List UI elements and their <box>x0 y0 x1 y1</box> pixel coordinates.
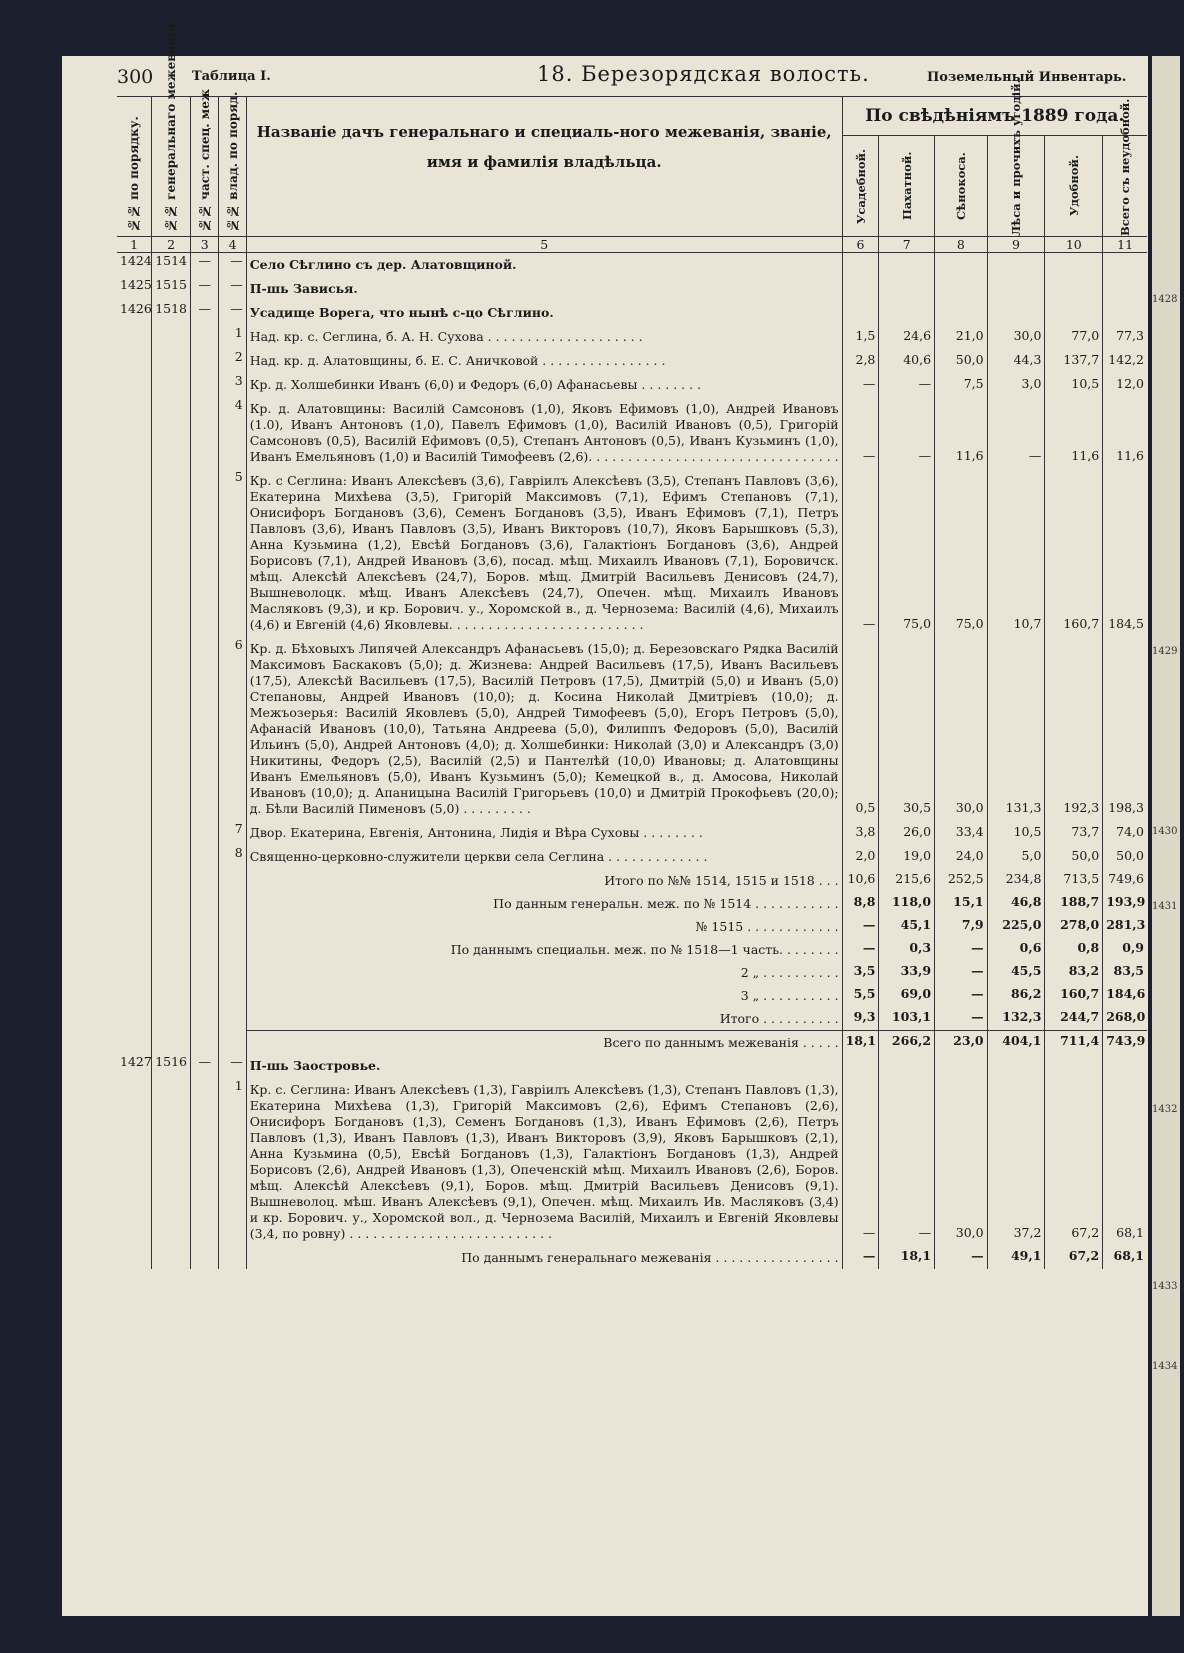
special-survey-number: — <box>191 277 219 301</box>
area-value: 77,0 <box>1045 325 1103 349</box>
margin-mark: 1428 <box>1152 294 1178 305</box>
area-value: 268,0 <box>1106 1009 1146 1024</box>
special-survey-number <box>191 821 219 845</box>
area-value: 46,8 <box>987 892 1045 915</box>
area-value: 75,0 <box>935 469 988 637</box>
row-number <box>117 397 152 469</box>
area-value: 743,9 <box>1103 1031 1147 1055</box>
owner-description: Кр. с. Сеглина: Иванъ Алексѣевъ (1,3), Гавріилъ Алексѣевъ (1,3), Степанъ Павловъ (1,3), Екатерина Михѣева (1,3), Григорій Максимовъ (2,6), Ефимъ Степановъ (2,6), Онисифоръ Богдановъ (1,3), Семенъ Богдановъ (1,3), Иванъ Ефимовъ (2,6), Петръ Павловъ (1,3), Иванъ Павловъ (1,3), Иванъ Викторовъ (3,9), Яковъ Барышковъ (2,1), Анна Кузьмина (0,5), Евсѣй Богдановъ (1,3), Галактіонъ Богдановъ (1,3), Андрей Борисовъ (2,6), Андрей Ивановъ (1,3), Опеченскій мѣщ. Михаилъ Ивановъ (2,6), Боров. мѣщ. Алексѣй Алексѣевъ (9,1), Боров. мѣщ. Дмитрій Васильевъ Денисовъ (9,1). Вышневолоц. мѣш. Иванъ Алексѣевъ (9,1), Опечен. мѣщ. Михаилъ Ив. Масляковъ (3,4) и кр. Борович. у., Хоромской вол., д. Чернозема Василій, Михаилъ и Евгеній Яковлевы (3,4, по ровну) . . . . . . . . . . . . . . . . . . . . . . . . . . <box>246 1078 842 1246</box>
special-survey-number <box>191 1078 219 1246</box>
owner-number: 5 <box>219 469 246 637</box>
owner-number <box>219 869 246 892</box>
general-survey-number <box>152 373 191 397</box>
area-value: 40,6 <box>879 349 935 373</box>
owner-number: 1 <box>219 325 246 349</box>
area-value: 404,1 <box>987 1031 1045 1055</box>
area-value: — <box>842 938 879 961</box>
special-survey-number <box>191 938 219 961</box>
table-row <box>117 1246 1147 1269</box>
general-survey-number <box>152 469 191 637</box>
area-value: 131,3 <box>987 637 1045 821</box>
margin-mark: 1433 <box>1152 1281 1178 1292</box>
area-value: 11,6 <box>1116 448 1144 463</box>
area-value <box>935 1054 988 1078</box>
row-number <box>117 1246 152 1269</box>
general-survey-number <box>152 1078 191 1246</box>
owner-number: — <box>219 253 246 278</box>
margin-mark: 1431 <box>1152 901 1178 912</box>
general-survey-number <box>152 349 191 373</box>
area-value: 30,0 <box>987 325 1045 349</box>
special-survey-number <box>191 637 219 821</box>
area-value: — <box>842 397 879 469</box>
general-survey-number: 1516 <box>152 1054 191 1078</box>
area-value: 74,0 <box>1116 824 1144 839</box>
area-value: 77,3 <box>1116 328 1144 343</box>
general-survey-number <box>152 1246 191 1269</box>
owner-description: Над. кр. с. Сеглина, б. А. Н. Сухова . . . . . . . . . . . . . . . . . . . . <box>246 325 842 349</box>
area-value <box>1045 277 1103 301</box>
table-row <box>117 961 1147 984</box>
owner-number <box>219 938 246 961</box>
area-value: — <box>935 961 988 984</box>
area-value: 86,2 <box>987 984 1045 1007</box>
owner-description: № 1515 . . . . . . . . . . . . <box>246 915 842 938</box>
owner-number: 1 <box>219 1078 246 1246</box>
row-number: 1425 <box>117 277 152 301</box>
page-header <box>117 62 1147 90</box>
general-survey-number: 1514 <box>152 253 191 278</box>
area-value: 281,3 <box>1106 917 1146 932</box>
owner-description: Над. кр. д. Алатовщины, б. Е. С. Аничковой . . . . . . . . . . . . . . . . <box>246 349 842 373</box>
special-survey-number <box>191 349 219 373</box>
area-value <box>879 277 935 301</box>
table-row <box>117 637 1147 821</box>
area-value: 50,0 <box>935 349 988 373</box>
document-page <box>62 19 1178 1616</box>
row-number <box>117 1007 152 1031</box>
area-value: 198,3 <box>1108 800 1144 815</box>
area-value <box>842 1054 879 1078</box>
area-value <box>879 253 935 278</box>
area-value: 184,6 <box>1106 986 1146 1001</box>
area-value: 10,7 <box>987 469 1045 637</box>
special-survey-number <box>191 961 219 984</box>
table-row <box>117 984 1147 1007</box>
general-survey-number <box>152 397 191 469</box>
special-survey-number <box>191 845 219 869</box>
row-number <box>117 821 152 845</box>
table-row <box>117 1054 1147 1078</box>
area-value: 11,6 <box>1045 397 1103 469</box>
owner-number: — <box>219 301 246 325</box>
area-value: 10,6 <box>842 869 879 892</box>
area-value: 30,0 <box>935 637 988 821</box>
area-value: 118,0 <box>879 892 935 915</box>
owner-description: Двор. Екатерина, Евгенія, Антонина, Лидія и Вѣра Суховы . . . . . . . . <box>246 821 842 845</box>
table-body <box>117 253 1147 1270</box>
special-survey-number <box>191 1007 219 1031</box>
area-value: 10,5 <box>1045 373 1103 397</box>
row-number <box>117 961 152 984</box>
owner-description: Итого . . . . . . . . . . <box>246 1007 842 1031</box>
area-value <box>935 301 988 325</box>
area-value: — <box>842 469 879 637</box>
owner-description: П-шь Зависья. <box>246 277 842 301</box>
area-value <box>987 277 1045 301</box>
special-survey-number: — <box>191 301 219 325</box>
table-row <box>117 253 1147 278</box>
area-value: — <box>879 373 935 397</box>
area-value: 18,1 <box>879 1246 935 1269</box>
area-value: 26,0 <box>879 821 935 845</box>
margin-mark: 1429 <box>1152 646 1178 657</box>
area-value: 192,3 <box>1045 637 1103 821</box>
area-value: — <box>935 984 988 1007</box>
table-row <box>117 1007 1147 1031</box>
owner-description: П-шь Заостровье. <box>246 1054 842 1078</box>
area-value: 18,1 <box>842 1031 879 1055</box>
area-value: 7,5 <box>935 373 988 397</box>
area-value: — <box>879 1078 935 1246</box>
area-value: 225,0 <box>987 915 1045 938</box>
row-number <box>117 1078 152 1246</box>
general-survey-number <box>152 1007 191 1031</box>
area-value: 69,0 <box>879 984 935 1007</box>
area-value: 1,5 <box>842 325 879 349</box>
area-value <box>935 253 988 278</box>
area-value <box>842 253 879 278</box>
general-survey-number <box>152 984 191 1007</box>
table-row <box>117 892 1147 915</box>
owner-number <box>219 1031 246 1055</box>
special-survey-number: — <box>191 253 219 278</box>
special-survey-number <box>191 869 219 892</box>
general-survey-number <box>152 915 191 938</box>
area-value: — <box>935 1007 988 1031</box>
area-value <box>842 301 879 325</box>
area-value: 50,0 <box>1045 845 1103 869</box>
table-label: Таблица I. <box>192 69 271 84</box>
general-survey-number <box>152 961 191 984</box>
general-survey-number <box>152 845 191 869</box>
area-value: 193,9 <box>1106 894 1146 909</box>
general-survey-number <box>152 325 191 349</box>
row-number <box>117 349 152 373</box>
area-value: 33,4 <box>935 821 988 845</box>
general-survey-number <box>152 938 191 961</box>
area-value: — <box>842 1078 879 1246</box>
area-value: 711,4 <box>1045 1031 1103 1055</box>
area-value: — <box>842 373 879 397</box>
area-value: 103,1 <box>879 1007 935 1031</box>
owner-number <box>219 984 246 1007</box>
area-value: 0,6 <box>987 938 1045 961</box>
area-value: 5,5 <box>842 984 879 1007</box>
special-survey-number <box>191 373 219 397</box>
special-survey-number <box>191 1031 219 1055</box>
special-survey-number <box>191 984 219 1007</box>
page-title: 18. Березорядская волость. <box>537 62 870 86</box>
area-value: — <box>842 915 879 938</box>
general-survey-number: 1518 <box>152 301 191 325</box>
owner-number: 7 <box>219 821 246 845</box>
area-value: 8,8 <box>842 892 879 915</box>
area-value: 137,7 <box>1045 349 1103 373</box>
area-value: 24,6 <box>879 325 935 349</box>
area-value <box>987 253 1045 278</box>
area-value: 749,6 <box>1108 871 1144 886</box>
period-header: По свѣдѣніямъ 1889 года. <box>842 97 1147 136</box>
area-value <box>1103 301 1147 325</box>
col-1-header: №№ по порядку. <box>117 97 152 237</box>
owner-description: Кр. д. Холшебинки Иванъ (6,0) и Федоръ (6,0) Афанасьевы . . . . . . . . <box>246 373 842 397</box>
general-survey-number: 1515 <box>152 277 191 301</box>
area-value: 7,9 <box>935 915 988 938</box>
general-survey-number <box>152 1031 191 1055</box>
area-value: 160,7 <box>1045 469 1103 637</box>
owner-description: Усадище Ворега, что нынѣ с-цо Сѣглино. <box>246 301 842 325</box>
owner-description: Кр. с Сеглина: Иванъ Алексѣевъ (3,6), Гавріилъ Алексѣевъ (3,5), Степанъ Павловъ (3,6), Екатерина Михѣева (3,5), Григорій Максимовъ (7,1), Ефимъ Степановъ (7,1), Онисифоръ Богдановъ (3,6), Семенъ Богдановъ (3,5), Иванъ Ефимовъ (7,1), Петръ Павловъ (3,6), Иванъ Павловъ (3,5), Иванъ Викторовъ (10,7), Яковъ Барышковъ (5,3), Анна Кузьмина (1,2), Евсѣй Богдановъ (3,6), Галактіонъ Богдановъ (3,6), Андрей Борисовъ (7,1), Андрей Ивановъ (3,6), посад. мѣщ. Михаилъ Ивановъ (7,1), Боровичск. мѣщ. Алексѣй Алексѣевъ (24,7), Боров. мѣщ. Дмитрій Васильевъ Денисовъ (24,7), Вышневолоцк. мѣщ. Иванъ Алексѣевъ (24,7), Опечен. мѣщ. Михаилъ Ивановъ Масляковъ (9,3), и кр. Борович. у., Хоромской в., д. Чернозема: Василій (4,6), Михаилъ (4,6) и Евгеній (4,6) Яковлевы. . . . . . . . . . . . . . . . . . . . . . . . . <box>246 469 842 637</box>
area-value <box>987 1054 1045 1078</box>
row-number <box>117 984 152 1007</box>
area-value: 33,9 <box>879 961 935 984</box>
owner-description: 3 „ . . . . . . . . . . <box>246 984 842 1007</box>
table-row <box>117 373 1147 397</box>
area-value: 67,2 <box>1045 1246 1103 1269</box>
table-row <box>117 821 1147 845</box>
area-value: 30,0 <box>935 1078 988 1246</box>
area-value: 0,8 <box>1045 938 1103 961</box>
area-value: 252,5 <box>935 869 988 892</box>
row-number <box>117 845 152 869</box>
area-value: 184,5 <box>1108 616 1144 631</box>
area-value: 44,3 <box>987 349 1045 373</box>
page-number: 300 <box>117 66 154 88</box>
area-value: 83,5 <box>1113 963 1144 978</box>
area-value: 12,0 <box>1116 376 1144 391</box>
owner-description: По даннымъ специальн. меж. по № 1518—1 часть. . . . . . . . <box>246 938 842 961</box>
owner-number <box>219 1007 246 1031</box>
col-6-header: Усадебной. <box>842 136 879 237</box>
area-value: — <box>935 938 988 961</box>
row-number <box>117 1031 152 1055</box>
special-survey-number: — <box>191 1054 219 1078</box>
table-row <box>117 325 1147 349</box>
owner-number <box>219 915 246 938</box>
owner-description: По даннымъ генеральнаго межеванія . . . . . . . . . . . . . . . . <box>246 1246 842 1269</box>
row-number <box>117 373 152 397</box>
owner-number: 2 <box>219 349 246 373</box>
area-value: 5,0 <box>987 845 1045 869</box>
table-row <box>117 915 1147 938</box>
owner-description: По данным генеральн. меж. по № 1514 . . . . . . . . . . . <box>246 892 842 915</box>
area-value <box>879 1054 935 1078</box>
special-survey-number <box>191 1246 219 1269</box>
row-number <box>117 469 152 637</box>
area-value: 50,0 <box>1116 848 1144 863</box>
area-value: 10,5 <box>987 821 1045 845</box>
col-4-header: №№ влад. по поряд. <box>219 97 246 237</box>
area-value: 15,1 <box>935 892 988 915</box>
owner-number <box>219 961 246 984</box>
general-survey-number <box>152 821 191 845</box>
area-value: 23,0 <box>935 1031 988 1055</box>
area-value: 67,2 <box>1045 1078 1103 1246</box>
col-2-header: №№ генеральнаго межеванія. <box>152 97 191 237</box>
area-value: 215,6 <box>879 869 935 892</box>
owner-description: Священно-церковно-служители церкви села Сеглина . . . . . . . . . . . . . <box>246 845 842 869</box>
table-row <box>117 277 1147 301</box>
special-survey-number <box>191 325 219 349</box>
area-value: 19,0 <box>879 845 935 869</box>
area-value: 132,3 <box>987 1007 1045 1031</box>
area-value: 9,3 <box>842 1007 879 1031</box>
area-value <box>842 277 879 301</box>
area-value: 0,5 <box>842 637 879 821</box>
col-3-header: №№ част. спец. меж <box>191 97 219 237</box>
area-value <box>987 301 1045 325</box>
table-row <box>117 1031 1147 1055</box>
area-value: — <box>987 397 1045 469</box>
column-numbers-row: 1 2 3 4 5 6 7 8 9 10 11 <box>117 237 1147 253</box>
area-value <box>1103 253 1147 278</box>
table-row <box>117 349 1147 373</box>
special-survey-number <box>191 469 219 637</box>
area-value: 45,5 <box>987 961 1045 984</box>
owner-description: Село Сѣглино съ дер. Алатовщиной. <box>246 253 842 278</box>
row-number <box>117 915 152 938</box>
area-value: 278,0 <box>1045 915 1103 938</box>
col-7-header: Пахатной. <box>879 136 935 237</box>
col-8-header: Сѣнокоса. <box>935 136 988 237</box>
area-value: 244,7 <box>1045 1007 1103 1031</box>
owner-description: Всего по даннымъ межеванія . . . . . <box>246 1031 842 1055</box>
owner-number <box>219 892 246 915</box>
area-value: — <box>842 1246 879 1269</box>
area-value: 83,2 <box>1045 961 1103 984</box>
area-value: 160,7 <box>1045 984 1103 1007</box>
col-9-header: Лѣса и прочихъ угодій. <box>987 136 1045 237</box>
owner-number <box>219 1246 246 1269</box>
area-value: 68,1 <box>1116 1225 1144 1240</box>
area-value: 45,1 <box>879 915 935 938</box>
row-number: 1424 <box>117 253 152 278</box>
row-number <box>117 869 152 892</box>
area-value <box>879 301 935 325</box>
row-number <box>117 325 152 349</box>
area-value: — <box>935 1246 988 1269</box>
owner-description: Кр. д. Бѣховыхъ Липячей Александръ Афанасьевъ (15,0); д. Березовскаго Рядка Василій Максимовъ Баскаковъ (5,0); д. Жизнева: Андрей Васильевъ (17,5), Иванъ Васильевъ (17,5), Алексѣй Васильевъ (17,5), Василій Петровъ (17,5), Дмитрій (5,0) и Иванъ (5,0) Степановы, Андрей Ивановъ (10,0); д. Косина Николай Дмитріевъ (10,0); д. Межъозерья: Василій Яковлевъ (5,0), Андрей Тимофеевъ (5,0), Егоръ Петровъ (5,0), Афанасій Ивановъ (10,0), Татьяна Андреева (5,0), Филиппъ Федоровъ (5,0), Василій Ильинъ (5,0), Андрей Антоновъ (4,0); д. Холшебинки: Николай (3,0) и Александръ (3,0) Никитины, Федоръ (2,5), Василій (2,5) и Пантелѣй (10,0) Ивановы; д. Алатовщины Иванъ Емельяновъ (5,0), Иванъ Кузьминъ (5,0); Кемецкой в., д. Амосова, Николай Ивановъ (10,0); д. Апаницына Василій Григорьевъ (10,0) и Дмитрій Прокофьевъ (20,0); д. Бѣли Василій Пименовъ (5,0) . . . . . . . . . <box>246 637 842 821</box>
area-value: 21,0 <box>935 325 988 349</box>
area-value: 3,5 <box>842 961 879 984</box>
area-value: 2,8 <box>842 349 879 373</box>
owner-number: 8 <box>219 845 246 869</box>
area-value <box>1103 1054 1147 1078</box>
area-value: 0,3 <box>879 938 935 961</box>
margin-mark: 1430 <box>1152 826 1178 837</box>
table-row <box>117 301 1147 325</box>
area-value <box>1045 253 1103 278</box>
col-11-header: Всего съ неудобной. <box>1118 98 1133 236</box>
owner-description: 2 „ . . . . . . . . . . <box>246 961 842 984</box>
area-value: 30,5 <box>879 637 935 821</box>
row-number <box>117 938 152 961</box>
owner-number: — <box>219 277 246 301</box>
area-value <box>1103 277 1147 301</box>
table-row <box>117 1078 1147 1246</box>
owner-description: Итого по №№ 1514, 1515 и 1518 . . . <box>246 869 842 892</box>
area-value: 3,8 <box>842 821 879 845</box>
area-value: 188,7 <box>1045 892 1103 915</box>
owner-number: 6 <box>219 637 246 821</box>
owner-number: 3 <box>219 373 246 397</box>
col-5-header: Названіе дачъ генеральнаго и специаль-ного межеванія, званіе, имя и фамилія владѣльца. <box>246 97 842 237</box>
special-survey-number <box>191 397 219 469</box>
area-value: 266,2 <box>879 1031 935 1055</box>
area-value: 234,8 <box>987 869 1045 892</box>
owner-number: 4 <box>219 397 246 469</box>
area-value: 37,2 <box>987 1078 1045 1246</box>
area-value: 49,1 <box>987 1246 1045 1269</box>
row-number <box>117 637 152 821</box>
table-row <box>117 845 1147 869</box>
general-survey-number <box>152 869 191 892</box>
area-value: 11,6 <box>935 397 988 469</box>
area-value: 0,9 <box>1122 940 1144 955</box>
general-survey-number <box>152 637 191 821</box>
area-value: 3,0 <box>987 373 1045 397</box>
area-value: 713,5 <box>1045 869 1103 892</box>
table-row <box>117 869 1147 892</box>
special-survey-number <box>191 892 219 915</box>
row-number: 1427 <box>117 1054 152 1078</box>
area-value <box>1045 1054 1103 1078</box>
area-value: — <box>879 397 935 469</box>
area-value: 68,1 <box>1113 1248 1144 1263</box>
inventory-label: Поземельный Инвентарь. <box>927 70 1127 85</box>
area-value: 2,0 <box>842 845 879 869</box>
margin-mark: 1432 <box>1152 1104 1178 1115</box>
table-row <box>117 397 1147 469</box>
area-value: 75,0 <box>879 469 935 637</box>
owner-number: — <box>219 1054 246 1078</box>
general-survey-number <box>152 892 191 915</box>
area-value: 142,2 <box>1108 352 1144 367</box>
margin-mark: 1434 <box>1152 1361 1178 1372</box>
row-number <box>117 892 152 915</box>
area-value <box>935 277 988 301</box>
table-row <box>117 938 1147 961</box>
row-number: 1426 <box>117 301 152 325</box>
special-survey-number <box>191 915 219 938</box>
area-value <box>1045 301 1103 325</box>
table-row <box>117 469 1147 637</box>
area-value: 73,7 <box>1045 821 1103 845</box>
owner-description: Кр. д. Алатовщины: Василій Самсоновъ (1,0), Яковъ Ефимовъ (1,0), Андрей Ивановъ (1.0), Иванъ Антоновъ (1,0), Павелъ Ефимовъ (1,0), Василій Ивановъ (0,5), Григорій Самсоновъ (0,5), Василій Ефимовъ (0,5), Степанъ Антоновъ (0,5), Иванъ Кузьминъ (1,0), Иванъ Емельяновъ (1,0) и Василій Тимофеевъ (2,6). . . . . . . . . . . . . . . . . . . . . . . . . . . . . . . . <box>246 397 842 469</box>
area-value: 24,0 <box>935 845 988 869</box>
col-10-header: Удобной. <box>1045 136 1103 237</box>
